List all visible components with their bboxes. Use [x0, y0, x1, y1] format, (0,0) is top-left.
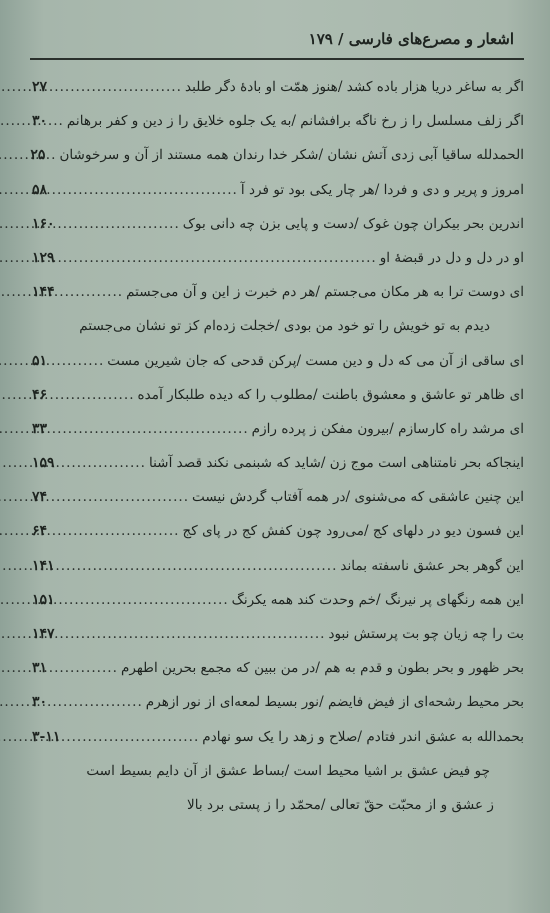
- dot-leader: [47, 685, 146, 719]
- dot-leader: [55, 207, 183, 241]
- verse-text: بحر محیط رشحه‌ای از فیض فایضم /نور بسیط لمعه‌ای از نور ازهرم: [145, 694, 524, 711]
- index-entry: [30, 104, 524, 138]
- page-number: ۷۴: [32, 489, 48, 506]
- dot-leader: [47, 651, 121, 685]
- page-number: ۱۶۰: [32, 215, 55, 232]
- page-number: ۵۱: [32, 352, 48, 369]
- dot-leader: [47, 173, 241, 207]
- dot-leader: [55, 241, 380, 275]
- page-number: ۲۵: [30, 147, 46, 164]
- index-entry: [30, 446, 524, 480]
- dot-leader: [47, 344, 107, 378]
- verse-text: امروز و پریر و دی و فردا /هر چار یکی بود تو فرد آ: [240, 181, 524, 198]
- verse-text: این فسون دیو در دلهای کج /می‌رود چون کفش کج در پای کج: [182, 523, 524, 540]
- index-entry: [30, 651, 524, 685]
- page-number: ۵۸: [32, 181, 48, 198]
- dot-leader: [60, 720, 202, 754]
- index-entry: [30, 754, 524, 788]
- verse-text: اگر به ساغر دریا هزار باده کشد /هنوز همّت او بادهٔ دگر طلبد: [184, 79, 524, 95]
- verse-text: این گوهر بحر عشق ناسفته بماند: [340, 557, 524, 574]
- index-entry: [30, 549, 524, 583]
- page-number: ۲۷: [32, 79, 48, 95]
- page-number: ۱۴۷: [32, 626, 55, 642]
- verse-text: این همه رنگهای پر نیرنگ /خم وحدت کند همه یکرنگ: [231, 591, 524, 608]
- index-entry: [30, 241, 524, 275]
- verse-text: دیدم به تو خویش را تو خود من بودی /خجلت زده‌ام کز تو نشان می‌جستم: [79, 318, 490, 335]
- verse-text: اینجاکه بحر نامتناهی است موج زن /شاید که شبنمی نکند قصد آشنا: [148, 455, 524, 472]
- index-entry: [30, 412, 524, 446]
- dot-leader: [47, 70, 185, 104]
- index-entry: [30, 685, 524, 719]
- index-entry: [30, 720, 524, 754]
- verse-text: بحر ظهور و بحر بطون و قدم به هم /در من ببین که مجمع بحرین اطهرم: [120, 660, 524, 677]
- running-header: اشعار و مصرع‌های فارسی / ۱۷۹: [308, 30, 514, 48]
- page-number: ۳۰: [32, 694, 48, 711]
- verse-text: ای ساقی از آن می که دل و دین مست /پرکن قدحی که جان شیرین مست: [107, 352, 524, 369]
- index-entry: [30, 275, 524, 309]
- page-number: ۶۴: [32, 523, 48, 540]
- verse-text: الحمدلله ساقیا آبی زدی آتش نشان /شکر خدا رندان همه مستند از آن و سرخوشان: [59, 147, 524, 164]
- index-entry: [30, 173, 524, 207]
- page-number: ۱۵۱: [32, 591, 55, 608]
- index-entry: [30, 378, 524, 412]
- page-number: ۱۴۱: [32, 557, 55, 574]
- verse-text: بحمدالله به عشق اندر فتادم /صلاح و زهد را یک سو نهادم: [202, 728, 524, 745]
- dot-leader: [47, 514, 182, 548]
- index-entry: [30, 138, 524, 172]
- page-number: ۱۵۹: [32, 455, 55, 472]
- page-number: ۱۲۹: [32, 249, 55, 266]
- index-entry: [30, 583, 524, 617]
- dot-leader: [55, 617, 329, 651]
- verse-text: ای مرشد راه کارسازم /بیرون مفکن ز پرده رازم: [251, 420, 524, 437]
- verse-text: ای ظاهر تو عاشق و معشوق باطنت /مطلوب را که دیده طلبکار آمده: [137, 386, 524, 403]
- dot-leader: [55, 446, 149, 480]
- index-entry: [30, 309, 524, 343]
- index-entry: [30, 70, 524, 104]
- page-number: ۱۴۴: [32, 284, 55, 301]
- index-entry: [30, 344, 524, 378]
- header-rule: [30, 58, 524, 60]
- dot-leader: [47, 104, 67, 138]
- page-number: ۳۳: [32, 420, 48, 437]
- verse-index-list: [30, 70, 524, 890]
- page-number: ۳-۱۱: [32, 728, 61, 745]
- verse-text: اندرین بحر بیکران چون غوک /دست و پایی بزن چه دانی بوک: [182, 215, 524, 232]
- verse-text: ای دوست ترا به هر مکان می‌جستم /هر دم خبرت ز این و آن می‌جستم: [126, 284, 524, 301]
- dot-leader: [47, 378, 137, 412]
- page-number: ۳۰: [32, 113, 48, 130]
- dot-leader: [47, 480, 192, 514]
- page-number: ۴۶: [32, 386, 48, 403]
- dot-leader: [55, 275, 127, 309]
- verse-text: بت را چه زیان چو بت پرستش نبود: [328, 626, 524, 642]
- index-entry: [30, 514, 524, 548]
- index-entry: [30, 207, 524, 241]
- index-entry: [30, 480, 524, 514]
- verse-text: چو فیض عشق بر اشیا محیط است /بساط عشق از آن دایم بسیط است: [86, 762, 490, 779]
- verse-text: ز عشق و از محبّت حقّ تعالی /محمّد را ز پستی برد بالا: [187, 796, 494, 813]
- dot-leader: [55, 583, 232, 617]
- index-entry: [30, 617, 524, 651]
- dot-leader: [47, 412, 252, 446]
- dot-leader: [45, 138, 59, 172]
- page-number: ۳۱: [32, 660, 48, 677]
- verse-text: او در دل و دل در قبضهٔ او: [379, 249, 524, 266]
- dot-leader: [55, 549, 341, 583]
- verse-text: اگر زلف مسلسل را ز رخ ناگه برافشانم /به یک جلوه خلایق را ز دین و کفر برهانم: [66, 113, 524, 130]
- index-entry: [30, 788, 524, 822]
- verse-text: این چنین عاشقی که می‌شنوی /در همه آفتاب گردش نیست: [192, 489, 524, 506]
